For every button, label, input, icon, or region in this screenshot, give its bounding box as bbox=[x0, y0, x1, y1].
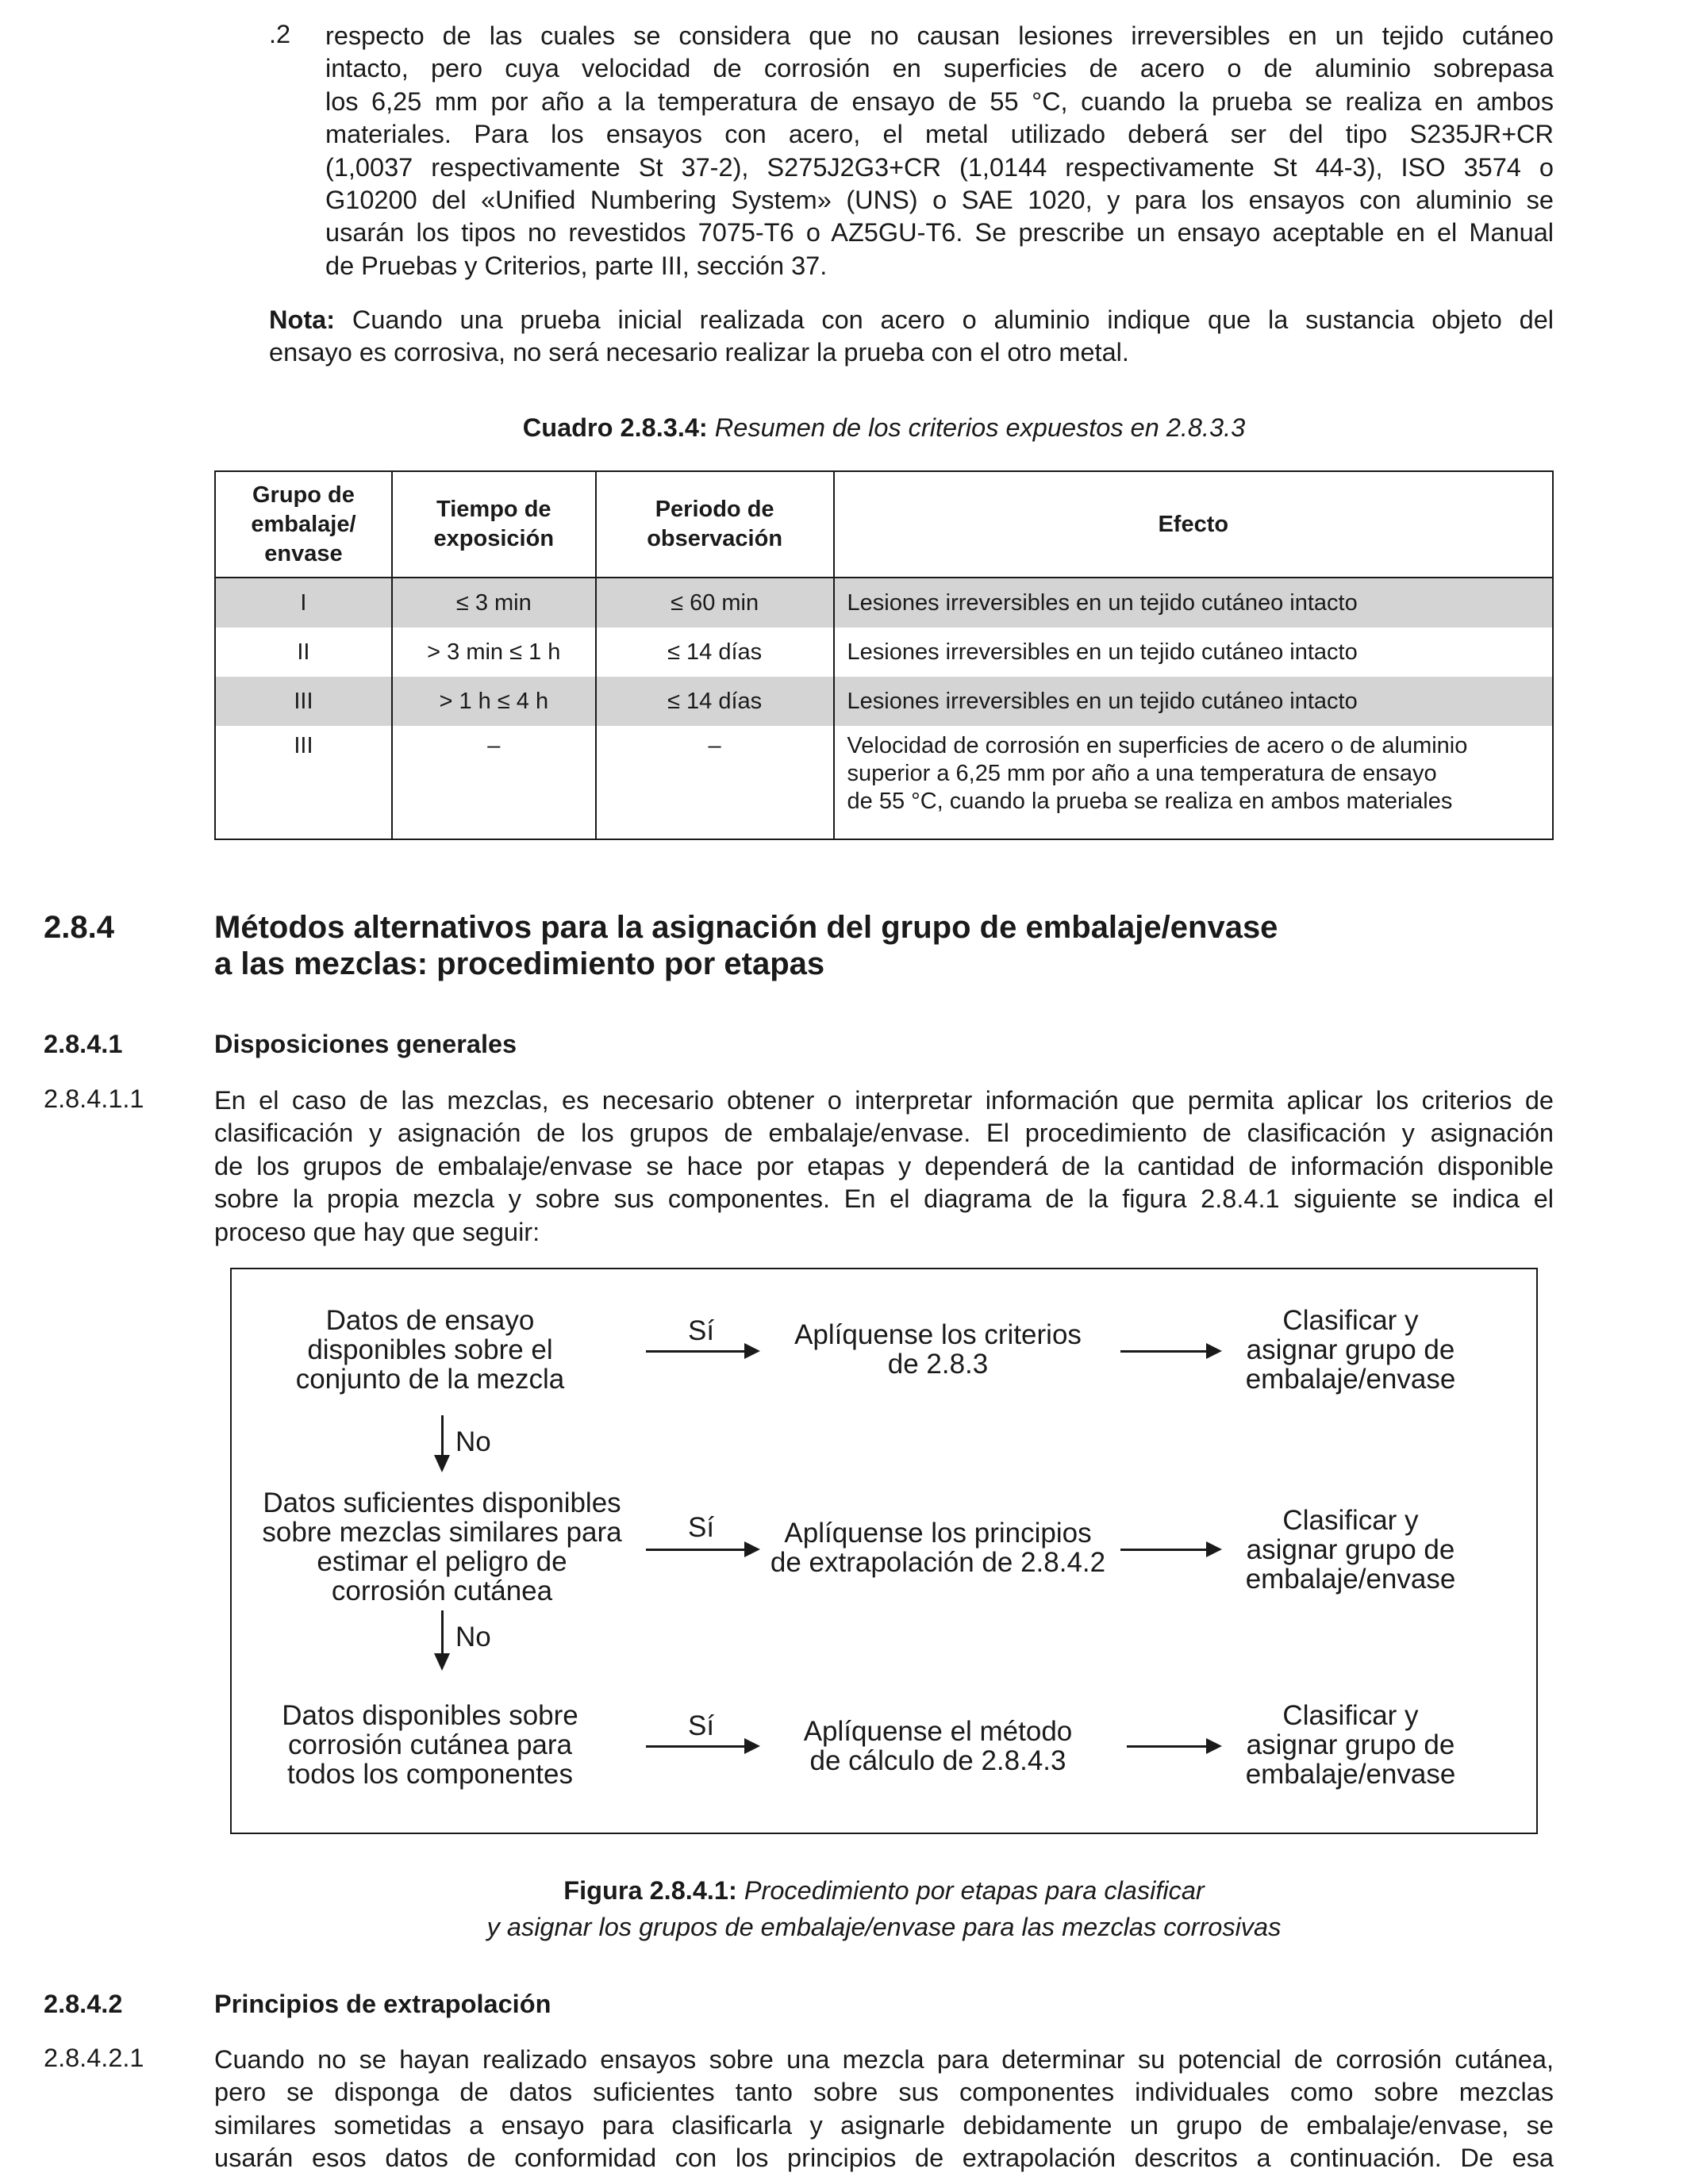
no-label: No bbox=[455, 1622, 491, 1652]
subsection-title: Disposiciones generales bbox=[214, 1030, 517, 1058]
flow-text-line: asignar grupo de bbox=[1246, 1534, 1455, 1565]
flow-text-line: Aplíquense el método bbox=[803, 1716, 1073, 1747]
flow-condition bbox=[248, 1701, 613, 1789]
header-line: Grupo de bbox=[252, 482, 355, 508]
table-caption-title: Resumen de los criterios expuestos en 2.8.3.3 bbox=[714, 413, 1246, 442]
text-line: de Pruebas y Criterios, parte III, sección 37. bbox=[325, 251, 828, 280]
flow-result bbox=[1232, 1306, 1470, 1394]
item-2-paragraph bbox=[325, 20, 1554, 282]
text-line: G10200 del «Unified Numbering System» (UNS) o SAE 1020, y para los ensayos con aluminio se bbox=[325, 185, 1554, 214]
figure-caption-title: Procedimiento por etapas para clasificar bbox=[744, 1876, 1205, 1905]
table-row bbox=[215, 726, 1553, 839]
efecto-line: de 55 °C, cuando la prueba se realiza en ambos materiales bbox=[847, 789, 1453, 814]
cell-periodo: ≤ 60 min bbox=[596, 578, 834, 628]
header-efecto: Efecto bbox=[834, 471, 1553, 578]
flow-text-line: Aplíquense los criterios bbox=[794, 1319, 1082, 1350]
flow-text-line: embalaje/envase bbox=[1245, 1564, 1456, 1595]
flow-text-line: de 2.8.3 bbox=[887, 1349, 989, 1380]
text-line: ensayo es corrosiva, no será necesario realizar la prueba con el otro metal. bbox=[269, 338, 1129, 367]
text-line: de los grupos de embalaje/envase se hace por etapas y dependerá de la cantidad de información disponible bbox=[214, 1151, 1554, 1180]
figure-caption-line: y asignar los grupos de embalaje/envase para las mezclas corrosivas bbox=[486, 1913, 1282, 1941]
text-line: respecto de las cuales se considera que no causan lesiones irreversibles en un tejido cutáneo bbox=[325, 21, 1554, 50]
flow-text-line: embalaje/envase bbox=[1245, 1759, 1456, 1790]
flow-result bbox=[1232, 1506, 1470, 1594]
flow-result bbox=[1232, 1701, 1470, 1789]
subsection-number: 2.8.4.1 bbox=[44, 1030, 123, 1058]
flow-text-line: corrosión cutánea para bbox=[288, 1729, 572, 1760]
text-line: usarán esos datos de conformidad con los principios de extrapolación descritos a continuación. De esa bbox=[214, 2144, 1554, 2173]
result-arrow bbox=[1127, 1745, 1219, 1748]
cell-tiempo: – bbox=[392, 726, 596, 839]
text-line: similares sometidas a ensayo para clasificarla y asignarle debidamente un grupo de embalaje/envase, se bbox=[214, 2110, 1554, 2140]
flow-text-line: Clasificar y bbox=[1282, 1305, 1419, 1336]
text-line: materiales. Para los ensayos con acero, el metal utilizado deberá ser del tipo S235JR+CR bbox=[325, 120, 1554, 149]
table-row bbox=[215, 578, 1553, 628]
text-line: los 6,25 mm por año a la temperatura de ensayo de 55 °C, cuando la prueba se realiza en ambos bbox=[325, 86, 1554, 116]
item-number: .2 bbox=[269, 20, 291, 48]
header-tiempo bbox=[392, 471, 596, 578]
header-line: embalaje/ bbox=[251, 511, 356, 537]
flow-text-line: Datos disponibles sobre bbox=[282, 1700, 578, 1731]
flow-action bbox=[771, 1717, 1105, 1775]
text-line: clasificación y asignación de los grupos de embalaje/envase. El procedimiento de clasificación y asignación bbox=[214, 1119, 1554, 1148]
flow-text-line: de extrapolación de 2.8.4.2 bbox=[770, 1547, 1106, 1578]
cell-efecto bbox=[834, 726, 1553, 839]
section-title-line: a las mezclas: procedimiento por etapas bbox=[214, 946, 825, 981]
efecto-line: Velocidad de corrosión en superficies de acero o de aluminio bbox=[847, 733, 1468, 758]
figure-caption-label: Figura 2.8.4.1: bbox=[563, 1876, 737, 1905]
cell-tiempo: > 1 h ≤ 4 h bbox=[392, 677, 596, 726]
flow-text-line: todos los componentes bbox=[287, 1759, 573, 1790]
flow-text-line: asignar grupo de bbox=[1246, 1729, 1455, 1760]
section-number: 2.8.4 bbox=[44, 910, 114, 945]
note-text: Cuando una prueba inicial realizada con acero o aluminio indique que la sustancia objeto del bbox=[352, 305, 1554, 334]
flowchart bbox=[230, 1268, 1538, 1834]
cell-efecto: Lesiones irreversibles en un tejido cutáneo intacto bbox=[834, 578, 1553, 628]
cell-grupo: I bbox=[215, 578, 392, 628]
cell-grupo: III bbox=[215, 677, 392, 726]
paragraph-28421 bbox=[214, 2044, 1554, 2175]
flow-text-line: estimar el peligro de bbox=[317, 1546, 567, 1577]
table-caption-label: Cuadro 2.8.3.4: bbox=[522, 413, 708, 442]
text-line bbox=[269, 304, 1554, 336]
yes-arrow bbox=[646, 1745, 757, 1748]
flow-text-line: asignar grupo de bbox=[1246, 1334, 1455, 1365]
flow-text-line: de cálculo de 2.8.4.3 bbox=[809, 1745, 1066, 1776]
yes-label: Sí bbox=[688, 1512, 715, 1543]
text-line: (1,0037 respectivamente St 37-2), S275J2G3+CR (1,0144 respectivamente St 44-3), ISO 3574 o bbox=[325, 152, 1554, 182]
flow-condition bbox=[248, 1488, 636, 1606]
cell-tiempo: > 3 min ≤ 1 h bbox=[392, 628, 596, 677]
flow-text-line: sobre mezclas similares para bbox=[262, 1517, 622, 1548]
header-line: observación bbox=[647, 526, 783, 551]
criteria-table bbox=[214, 470, 1554, 840]
flow-text-line: conjunto de la mezcla bbox=[295, 1364, 565, 1395]
result-arrow bbox=[1120, 1350, 1219, 1353]
cell-periodo: – bbox=[596, 726, 834, 839]
text-line: proceso que hay que seguir: bbox=[214, 1217, 540, 1246]
paragraph-number: 2.8.4.1.1 bbox=[44, 1084, 144, 1113]
paragraph-number: 2.8.4.2.1 bbox=[44, 2044, 144, 2072]
figure-caption-line bbox=[214, 1872, 1554, 1909]
flow-text-line: embalaje/envase bbox=[1245, 1364, 1456, 1395]
text-line: En el caso de las mezclas, es necesario obtener o interpretar información que permita aplicar los criterios de bbox=[214, 1086, 1554, 1115]
text-line: sobre la propia mezcla y sobre sus componentes. En el diagrama de la figura 2.8.4.1 siguiente se indica el bbox=[214, 1184, 1554, 1214]
text-line: intacto, pero cuya velocidad de corrosión en superficies de acero o de aluminio sobrepasa bbox=[325, 54, 1554, 83]
flow-text-line: corrosión cutánea bbox=[331, 1576, 553, 1606]
paragraph-28411 bbox=[214, 1084, 1554, 1249]
text-line: Cuando no se hayan realizado ensayos sobre una mezcla para determinar su potencial de corrosión cutánea, bbox=[214, 2045, 1554, 2074]
flow-text-line: Datos suficientes disponibles bbox=[263, 1487, 621, 1518]
cell-periodo: ≤ 14 días bbox=[596, 628, 834, 677]
table-row bbox=[215, 677, 1553, 726]
flow-action bbox=[771, 1320, 1105, 1379]
cell-periodo: ≤ 14 días bbox=[596, 677, 834, 726]
table-caption bbox=[214, 413, 1554, 443]
header-line: Tiempo de bbox=[436, 497, 551, 522]
efecto-line: superior a 6,25 mm por año a una temperatura de ensayo bbox=[847, 761, 1437, 786]
flow-text-line: Clasificar y bbox=[1282, 1700, 1419, 1731]
header-line: Periodo de bbox=[655, 497, 774, 522]
header-line: envase bbox=[264, 540, 343, 566]
flow-text-line: Datos de ensayo bbox=[325, 1305, 535, 1336]
cell-grupo: II bbox=[215, 628, 392, 677]
yes-arrow bbox=[646, 1350, 757, 1353]
no-label: No bbox=[455, 1426, 491, 1457]
header-periodo bbox=[596, 471, 834, 578]
cell-tiempo: ≤ 3 min bbox=[392, 578, 596, 628]
cell-grupo: III bbox=[215, 726, 392, 839]
subsection-number: 2.8.4.2 bbox=[44, 1990, 123, 2018]
header-grupo bbox=[215, 471, 392, 578]
yes-label: Sí bbox=[688, 1315, 715, 1346]
no-arrow bbox=[441, 1610, 444, 1668]
note-label: Nota: bbox=[269, 305, 336, 334]
text-line: usarán los tipos no revestidos 7075-T6 o AZ5GU-T6. Se prescribe un ensayo aceptable en el Manual bbox=[325, 218, 1554, 248]
flow-text-line: disponibles sobre el bbox=[307, 1334, 553, 1365]
yes-arrow bbox=[646, 1549, 757, 1551]
flow-text-line: Clasificar y bbox=[1282, 1505, 1419, 1536]
no-arrow bbox=[441, 1415, 444, 1469]
section-title-line: Métodos alternativos para la asignación del grupo de embalaje/envase bbox=[214, 910, 1278, 945]
cell-efecto: Lesiones irreversibles en un tejido cutáneo intacto bbox=[834, 628, 1553, 677]
result-arrow bbox=[1120, 1549, 1219, 1551]
cell-efecto: Lesiones irreversibles en un tejido cutáneo intacto bbox=[834, 677, 1553, 726]
flow-action bbox=[755, 1518, 1120, 1577]
yes-label: Sí bbox=[688, 1710, 715, 1741]
flow-text-line: Aplíquense los principios bbox=[784, 1518, 1092, 1549]
header-line: exposición bbox=[433, 526, 555, 551]
flow-condition bbox=[248, 1306, 613, 1394]
table-header-row bbox=[215, 471, 1553, 578]
text-line: pero se disponga de datos suficientes tanto sobre sus componentes individuales como sobre mezclas bbox=[214, 2078, 1554, 2107]
table-row bbox=[215, 628, 1553, 677]
figure-caption bbox=[214, 1872, 1554, 1945]
subsection-title: Principios de extrapolación bbox=[214, 1990, 551, 2018]
note-paragraph bbox=[269, 304, 1554, 370]
section-title bbox=[214, 909, 1278, 982]
